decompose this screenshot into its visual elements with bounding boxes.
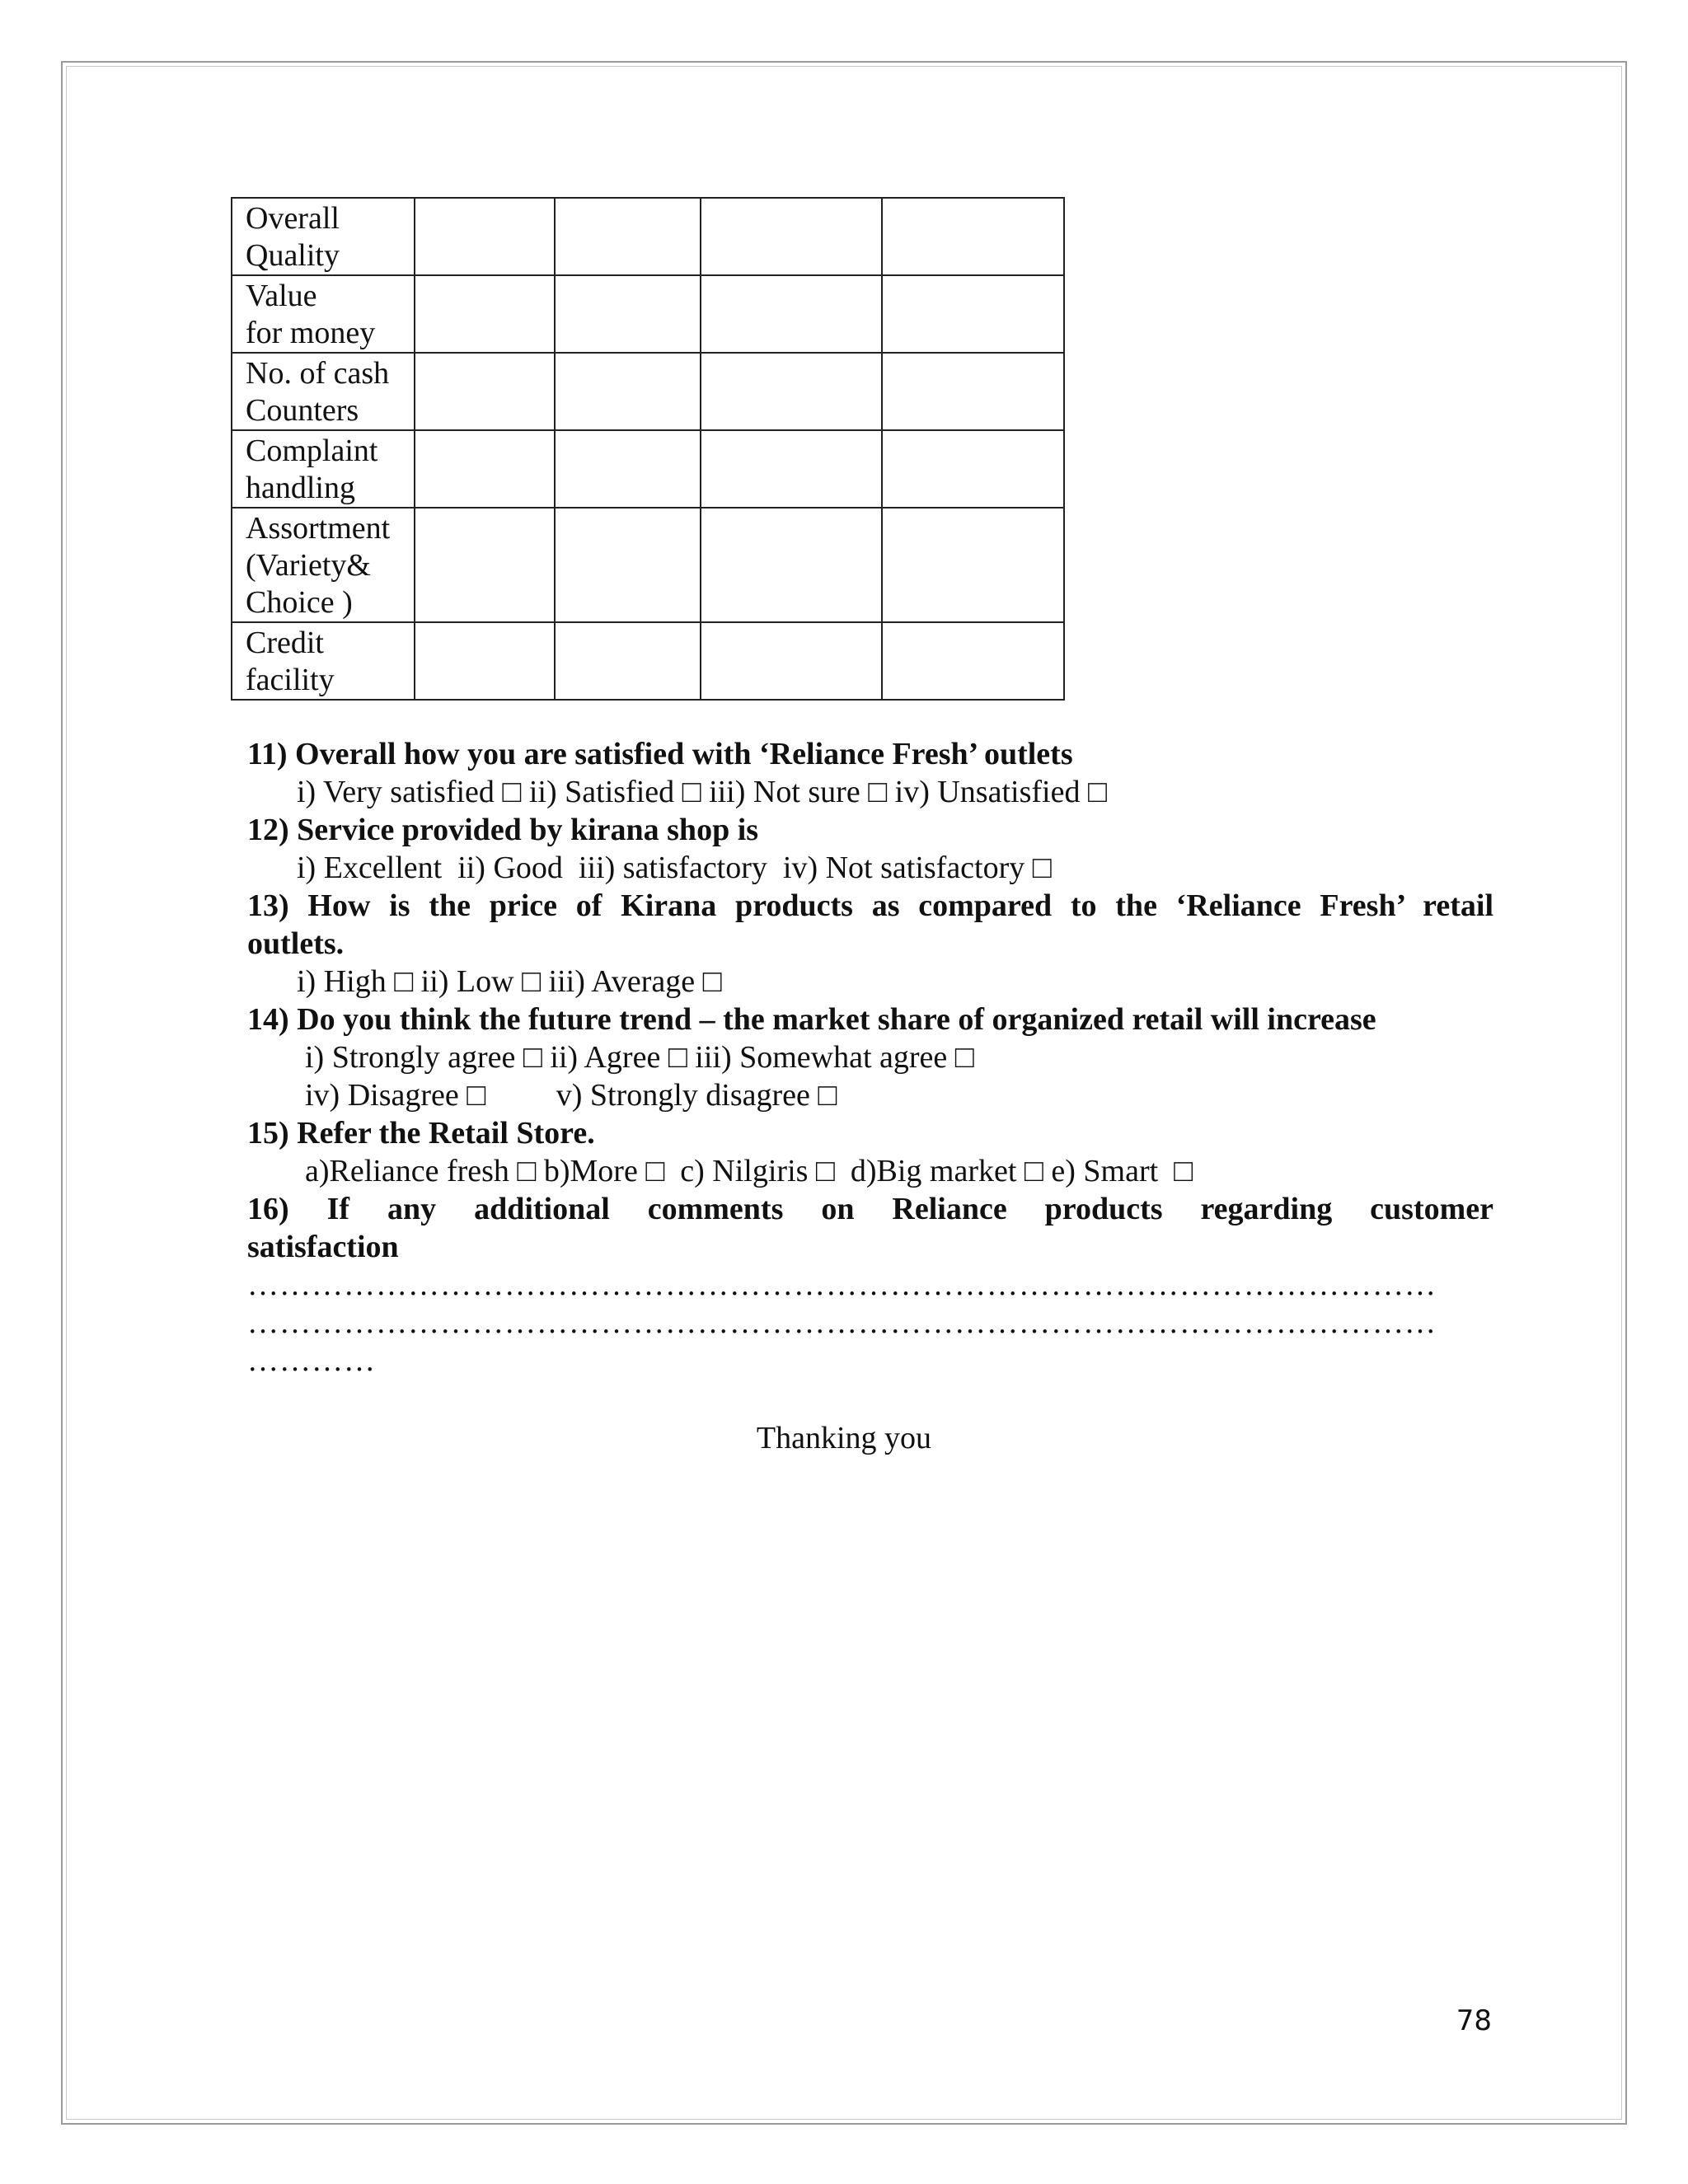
rating-cell[interactable] xyxy=(882,198,1064,275)
row-label: Credit facility xyxy=(232,622,415,700)
rating-cell[interactable] xyxy=(415,198,555,275)
rating-table xyxy=(231,197,1065,701)
rating-cell[interactable] xyxy=(415,622,555,700)
question-12-options[interactable]: i) Excellent ii) Good iii) satisfactory iv) Not satisfactory □ xyxy=(297,851,1052,885)
row-label: No. of cash Counters xyxy=(232,353,415,430)
closing-text: Thanking you xyxy=(756,1421,932,1455)
rating-cell[interactable] xyxy=(701,622,882,700)
rating-cell[interactable] xyxy=(701,430,882,508)
question-15-options[interactable]: a)Reliance fresh □ b)More □ c) Nilgiris □ d)Big market □ e) Smart □ xyxy=(305,1154,1193,1188)
rating-cell[interactable] xyxy=(701,508,882,622)
table-row xyxy=(232,430,1064,508)
rating-cell[interactable] xyxy=(882,353,1064,430)
comment-line-2[interactable]: ………………………………………………………………………………………………… xyxy=(247,1305,1437,1340)
rating-cell[interactable] xyxy=(555,430,701,508)
rating-cell[interactable] xyxy=(701,198,882,275)
table-row xyxy=(232,622,1064,700)
rating-cell[interactable] xyxy=(882,430,1064,508)
rating-cell[interactable] xyxy=(555,275,701,353)
rating-cell[interactable] xyxy=(701,353,882,430)
question-13-title-cont: outlets. xyxy=(247,926,345,961)
rating-cell[interactable] xyxy=(555,353,701,430)
question-16-title: 16) If any additional comments on Reliance products regarding customer xyxy=(247,1192,1493,1226)
comment-line-1[interactable]: ………………………………………………………………………………………………… xyxy=(247,1268,1437,1302)
rating-cell[interactable] xyxy=(555,508,701,622)
rating-cell[interactable] xyxy=(882,508,1064,622)
row-label: Complaint handling xyxy=(232,430,415,508)
table-row xyxy=(232,275,1064,353)
rating-cell[interactable] xyxy=(415,353,555,430)
row-label: Value for money xyxy=(232,275,415,353)
question-15-title: 15) Refer the Retail Store. xyxy=(247,1116,595,1151)
question-14-title: 14) Do you think the future trend – the market share of organized retail will increase xyxy=(247,1002,1376,1037)
rating-cell[interactable] xyxy=(555,198,701,275)
table-row xyxy=(232,198,1064,275)
rating-cell[interactable] xyxy=(415,508,555,622)
table-row xyxy=(232,508,1064,622)
rating-cell[interactable] xyxy=(415,275,555,353)
question-13-title: 13) How is the price of Kirana products as compared to the ‘Reliance Fresh’ retail xyxy=(247,888,1493,923)
question-11-title: 11) Overall how you are satisfied with ‘Reliance Fresh’ outlets xyxy=(247,737,1073,771)
comment-line-3[interactable]: ………… xyxy=(247,1343,376,1378)
rating-cell[interactable] xyxy=(415,430,555,508)
rating-cell[interactable] xyxy=(555,622,701,700)
table-row xyxy=(232,353,1064,430)
question-12-title: 12) Service provided by kirana shop is xyxy=(247,813,759,847)
rating-cell[interactable] xyxy=(882,622,1064,700)
question-16-title-cont: satisfaction xyxy=(247,1230,399,1264)
row-label: Assortment (Variety& Choice ) xyxy=(232,508,415,622)
rating-cell[interactable] xyxy=(882,275,1064,353)
rating-cell[interactable] xyxy=(701,275,882,353)
page-number: 78 xyxy=(1456,2004,1492,2037)
question-11-options[interactable]: i) Very satisfied □ ii) Satisfied □ iii) Not sure □ iv) Unsatisfied □ xyxy=(297,775,1107,809)
row-label: Overall Quality xyxy=(232,198,415,275)
question-14-options-2[interactable]: iv) Disagree □ v) Strongly disagree □ xyxy=(305,1078,837,1113)
question-14-options-1[interactable]: i) Strongly agree □ ii) Agree □ iii) Somewhat agree □ xyxy=(305,1040,974,1075)
question-13-options[interactable]: i) High □ ii) Low □ iii) Average □ xyxy=(297,964,722,999)
